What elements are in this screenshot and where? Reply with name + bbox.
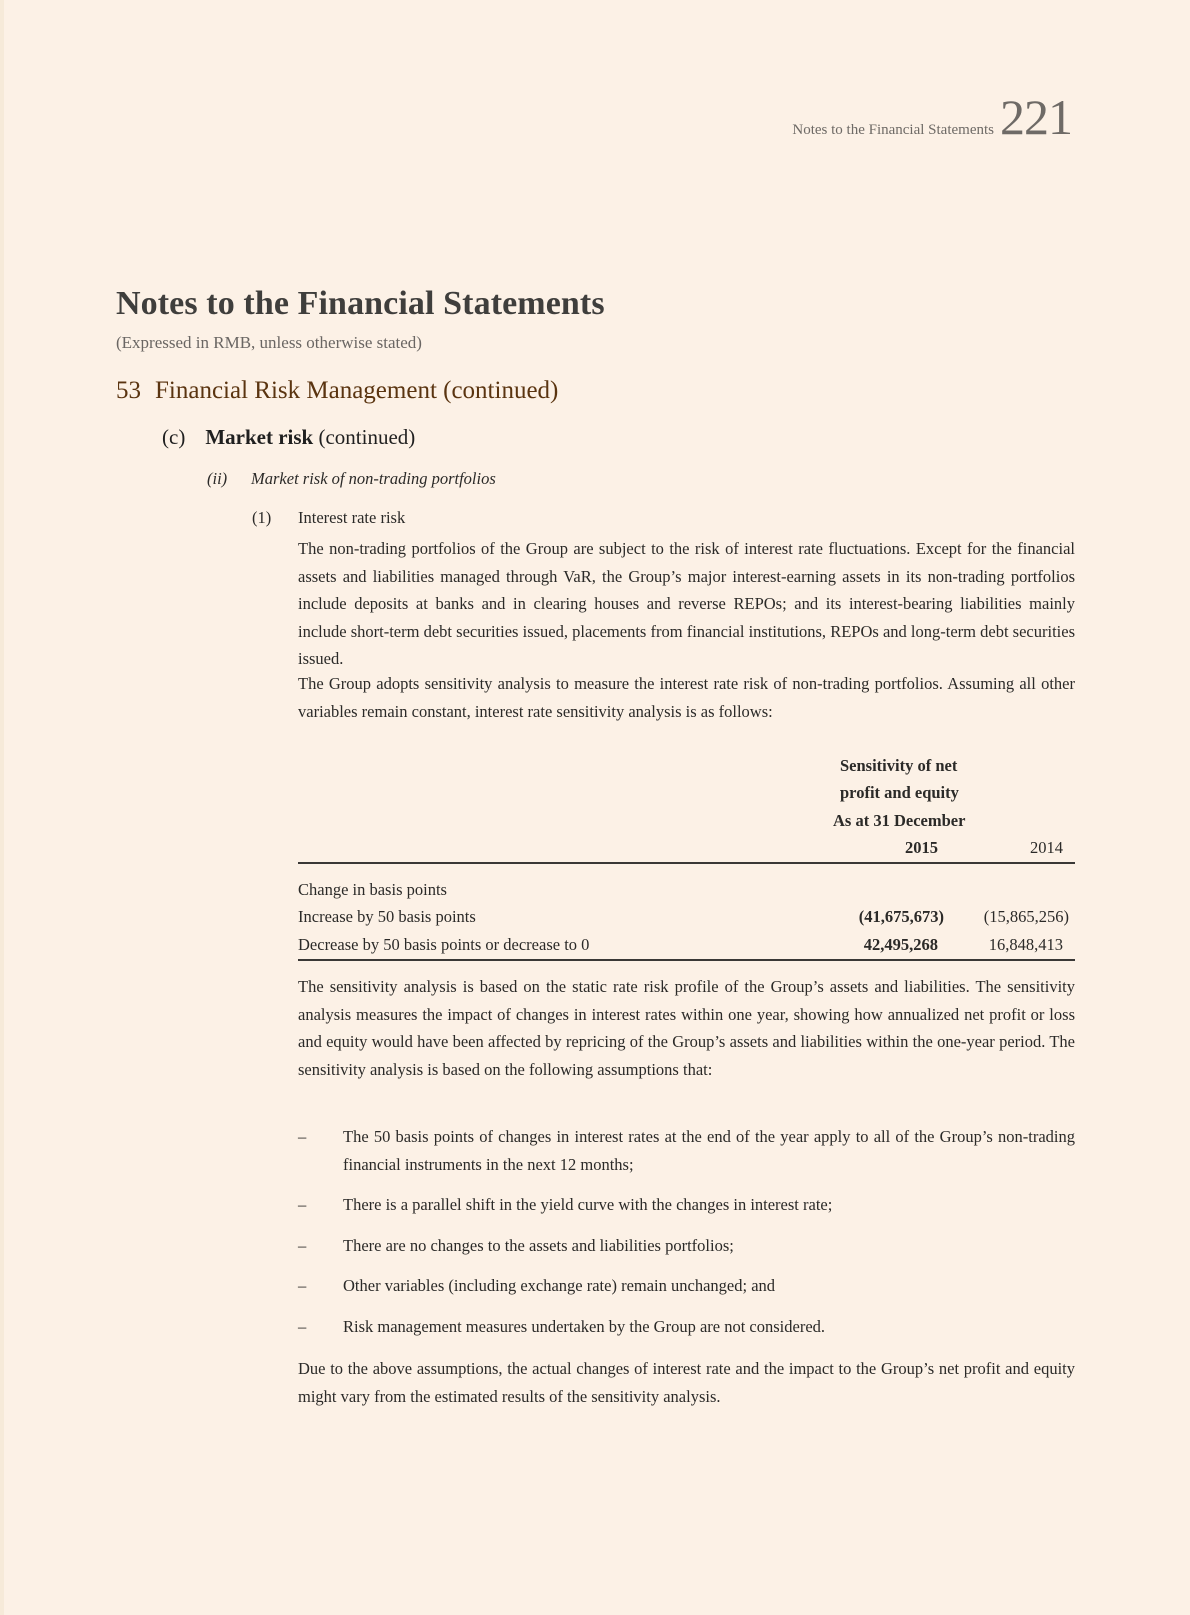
paragraph-2 bbox=[298, 670, 1075, 725]
page-number: 221 bbox=[1000, 89, 1072, 145]
page-title: Notes to the Financial Statements bbox=[116, 285, 605, 322]
list-item-text: Risk management measures undertaken by the Group are not considered. bbox=[343, 1316, 826, 1336]
list-item bbox=[298, 1313, 1075, 1341]
subsubsection-title: Market risk of non-trading portfolios bbox=[251, 469, 496, 488]
subsubsection-heading bbox=[207, 469, 496, 489]
paragraph-text: The non-trading portfolios of the Group are subject to the risk of interest rate fluctuations. Except for the financial assets and liabilities managed through VaR, the Group’s major interest-earning assets in its non-trading portfolios include deposits at banks and in clearing houses and reverse REPOs; and its interest-bearing liabilities mainly include short-term debt securities issued, placements from financial institutions, REPOs and long-term debt securities issued. bbox=[298, 539, 1075, 668]
year-header-2015: 2015 bbox=[798, 835, 966, 864]
subsection-title-bold: Market risk bbox=[205, 425, 314, 449]
subsection-label: (c) bbox=[162, 425, 186, 449]
list-item bbox=[298, 1191, 1075, 1219]
list-item bbox=[298, 1232, 1075, 1260]
paragraph-text: The Group adopts sensitivity analysis to measure the interest rate risk of non-trading portfolios. Assuming all other variables remain constant, interest rate sensitivity analysis is as follows: bbox=[298, 674, 1075, 721]
paragraph-4 bbox=[298, 1355, 1075, 1410]
list-item bbox=[298, 1272, 1075, 1300]
table-row bbox=[298, 904, 1075, 932]
value-2014: 16,848,413 bbox=[966, 931, 1075, 960]
list-item-text: There is a parallel shift in the yield curve with the changes in interest rate; bbox=[343, 1195, 833, 1214]
list-item-text: Other variables (including exchange rate) remain unchanged; and bbox=[343, 1276, 776, 1295]
page-subtitle: (Expressed in RMB, unless otherwise stated) bbox=[116, 333, 422, 352]
assumptions-list bbox=[298, 1123, 1075, 1353]
year-header-2014: 2014 bbox=[966, 835, 1075, 864]
running-head bbox=[792, 89, 1072, 145]
table-header-line: As at 31 December bbox=[833, 810, 966, 830]
value-2015: 42,495,268 bbox=[798, 931, 966, 960]
dash-bullet-icon: – bbox=[298, 1276, 307, 1295]
paragraph-1 bbox=[298, 535, 1075, 673]
table-group-label: Change in basis points bbox=[298, 879, 447, 899]
section-heading bbox=[116, 377, 558, 405]
item-label: (1) bbox=[252, 508, 272, 527]
subsection-heading bbox=[162, 425, 415, 450]
running-head-title: Notes to the Financial Statements bbox=[792, 122, 994, 138]
list-item-text: There are no changes to the assets and liabilities portfolios; bbox=[343, 1235, 734, 1255]
dash-bullet-icon: – bbox=[298, 1127, 307, 1146]
value-2015: (41,675,673) bbox=[858, 907, 944, 927]
list-item bbox=[298, 1123, 1075, 1178]
dash-bullet-icon: – bbox=[298, 1235, 307, 1255]
paragraph-text: The sensitivity analysis is based on the static rate risk profile of the Group’s assets and liabilities. The sensitivity analysis measures the impact of changes in interest rates within one year, showing how annualized net profit or loss and equity would have been affected by repricing of the Group’s assets and liabilities within the one-year period. The sensitivity analysis is based on the following assumptions that: bbox=[298, 977, 1075, 1079]
table-header-line: profit and equity bbox=[840, 783, 959, 803]
row-label: Increase by 50 basis points bbox=[298, 907, 476, 927]
subsubsection-label: (ii) bbox=[207, 469, 228, 488]
table-row bbox=[298, 931, 1075, 960]
table-header-line: Sensitivity of net bbox=[840, 755, 958, 775]
item-title: Interest rate risk bbox=[298, 508, 406, 527]
row-label: Decrease by 50 basis points or decrease to 0 bbox=[298, 931, 798, 960]
subsection-title-rest: (continued) bbox=[313, 425, 416, 449]
value-2014: (15,865,256) bbox=[983, 907, 1069, 927]
paragraph-3 bbox=[298, 973, 1075, 1083]
section-title: Financial Risk Management (continued) bbox=[155, 377, 559, 404]
section-number: 53 bbox=[116, 377, 141, 404]
list-item-text: The 50 basis points of changes in interest rates at the end of the year apply to all of the Group’s non-trading financial instruments in the next 12 months; bbox=[343, 1127, 1075, 1174]
sensitivity-table bbox=[298, 752, 1075, 961]
dash-bullet-icon: – bbox=[298, 1195, 307, 1214]
dash-bullet-icon: – bbox=[298, 1316, 307, 1336]
paragraph-text: Due to the above assumptions, the actual changes of interest rate and the impact to the Group’s net profit and equity might vary from the estimated results of the sensitivity analysis. bbox=[298, 1359, 1075, 1406]
